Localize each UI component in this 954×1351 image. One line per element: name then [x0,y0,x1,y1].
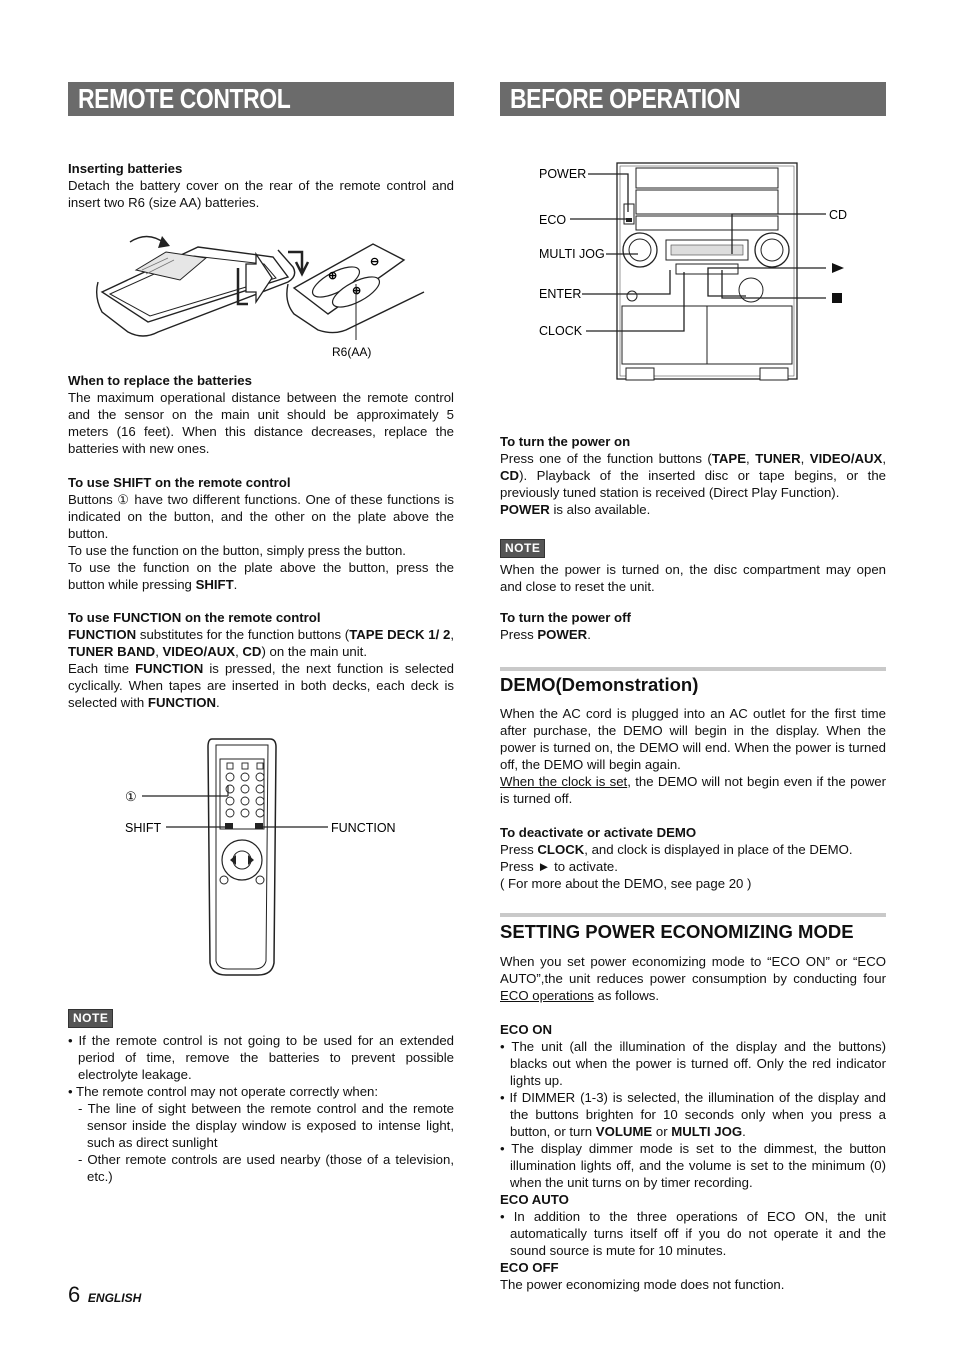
eco-on-bullet-3: • The display dimmer mode is set to the dimmest, the button illumination lights off, and the volume is set to the minimum (0) when the unit turns on by timer recording. [500,1141,886,1190]
remote-control-banner: REMOTE CONTROL [68,82,454,116]
left-note-section [68,1009,454,1185]
main-unit-illustration [536,160,856,390]
function-text-1: FUNCTION substitutes for the function buttons (TAPE DECK 1/ 2, TUNER BAND, VIDEO/AUX, CD) on the main unit. [68,627,454,659]
demo-section [500,674,886,892]
unit-eco-label: ECO [539,213,567,227]
replace-batteries-text: The maximum operational distance between the remote control and the sensor on the main unit should be approximately 5 meters (16 feet). When this distance decreases, replace the batteries with new ones. [68,390,454,456]
play-icon [832,263,844,273]
demo-line-3: ( For more about the DEMO, see page 20 ) [500,876,752,891]
demo-sub-heading: To deactivate or activate DEMO [500,825,697,840]
note-badge-right: NOTE [500,539,545,558]
demo-clock-text: When the clock is set, the DEMO will not begin even if the power is turned off. [500,774,886,806]
svg-text:⊕: ⊕ [352,285,362,297]
note-sub-2: - Other remote controls are used nearby (those of a television, etc.) [78,1152,454,1184]
power-off-section [500,609,886,643]
demo-divider [500,667,886,671]
eco-heading: SETTING POWER ECONOMIZING MODE [500,921,854,942]
page-number: 6 [68,1282,81,1307]
shift-text-1: Buttons ① have two different functions. One of these functions is indicated on the button, and the other on the plate above the button. [68,492,454,541]
shift-heading: To use SHIFT on the remote control [68,475,291,490]
stop-icon [832,293,842,303]
language-label: ENGLISH [87,1291,142,1305]
replace-batteries-section [68,372,454,457]
eco-on-heading: ECO ON [500,1022,553,1037]
remote-shift-label: SHIFT [125,821,162,835]
play-icon: ► [537,859,551,874]
note-bullet-2: • The remote control may not operate correctly when: [68,1084,379,1099]
unit-enter-label: ENTER [539,287,582,301]
remote-mark-label: ① [125,789,137,804]
shift-text-2: To use the function on the button, simply press the button. [68,543,406,558]
eco-on-bullet-1: • The unit (all the illumination of the display and the buttons) blacks out when the power is turned off. Only the red indicator lights up. [500,1039,886,1088]
power-on-section [500,433,886,518]
unit-cd-label: CD [829,208,848,222]
svg-text:⊕: ⊕ [328,270,338,282]
demo-line-2: Press ► to activate. [500,859,618,874]
function-section [68,609,454,711]
right-note-text: When the power is turned on, the disc compartment may open and close to reset the unit. [500,562,886,594]
battery-label: R6(AA) [332,345,372,359]
unit-multi-jog-label: MULTI JOG [539,247,605,261]
demo-line-1: Press CLOCK, and clock is displayed in place of the DEMO. [500,842,853,857]
eco-auto-bullet: • In addition to the three operations of ECO ON, the unit automatically turns itself off if you do not operate it and the sound source is mute for 10 minutes. [500,1209,886,1258]
note-badge: NOTE [68,1009,113,1028]
unit-power-label: POWER [539,167,587,181]
eco-off-heading: ECO OFF [500,1260,559,1275]
before-operation-banner: BEFORE OPERATION [500,82,886,116]
page-footer [68,1282,142,1307]
inserting-batteries-heading: Inserting batteries [68,161,183,176]
right-note-section [500,539,886,595]
remote-function-label: FUNCTION [331,821,396,835]
note-sub-1: - The line of sight between the remote control and the remote sensor inside the display window is exposed to intense light, such as direct sunlight [78,1101,454,1150]
eco-section [500,921,886,1293]
power-on-text: Press one of the function buttons (TAPE, TUNER, VIDEO/AUX, CD). Playback of the inserted disc or tape begins, or the previously tuned station is received (Direct Play Function). [500,451,886,500]
svg-text:⊖: ⊖ [370,256,380,268]
eco-off-text: The power economizing mode does not function. [500,1277,785,1292]
function-text-2: Each time FUNCTION is pressed, the next function is selected cyclically. When tapes are inserted in both decks, each deck is selected with FUNCTION. [68,661,454,710]
unit-clock-label: CLOCK [539,324,583,338]
demo-heading: DEMO(Demonstration) [500,674,699,695]
remote-control-illustration [120,735,410,980]
power-on-text-2: POWER is also available. [500,502,651,517]
eco-intro: When you set power economizing mode to “ECO ON” or “ECO AUTO”,the unit reduces power consumption by conducting four ECO operations as follows. [500,954,886,1003]
power-off-heading: To turn the power off [500,610,631,625]
eco-auto-heading: ECO AUTO [500,1192,569,1207]
power-off-text: Press POWER. [500,627,591,642]
inserting-batteries-section [68,160,454,211]
eco-on-bullet-2: • If DIMMER (1-3) is selected, the illumination of the display and the buttons brighten for 10 seconds only when you press a button, or turn VOLUME or MULTI JOG. [500,1090,886,1139]
eco-divider [500,913,886,917]
note-bullet-1: • If the remote control is not going to be used for an extended period of time, remove the batteries to prevent possible electrolyte leakage. [68,1033,454,1082]
shift-section [68,474,454,593]
shift-text-3: To use the function on the plate above the button, press the button while pressing SHIFT. [68,560,454,592]
replace-batteries-heading: When to replace the batteries [68,373,252,388]
power-on-heading: To turn the power on [500,434,631,449]
battery-insertion-illustration [88,222,428,364]
function-heading: To use FUNCTION on the remote control [68,610,321,625]
demo-text: When the AC cord is plugged into an AC outlet for the first time after purchase, the DEMO will begin in the display. When the power is turned on, the DEMO will end. When the power is turned off, the DEMO will begin again. [500,706,886,772]
inserting-batteries-text: Detach the battery cover on the rear of the remote control and insert two R6 (size AA) batteries. [68,178,454,210]
